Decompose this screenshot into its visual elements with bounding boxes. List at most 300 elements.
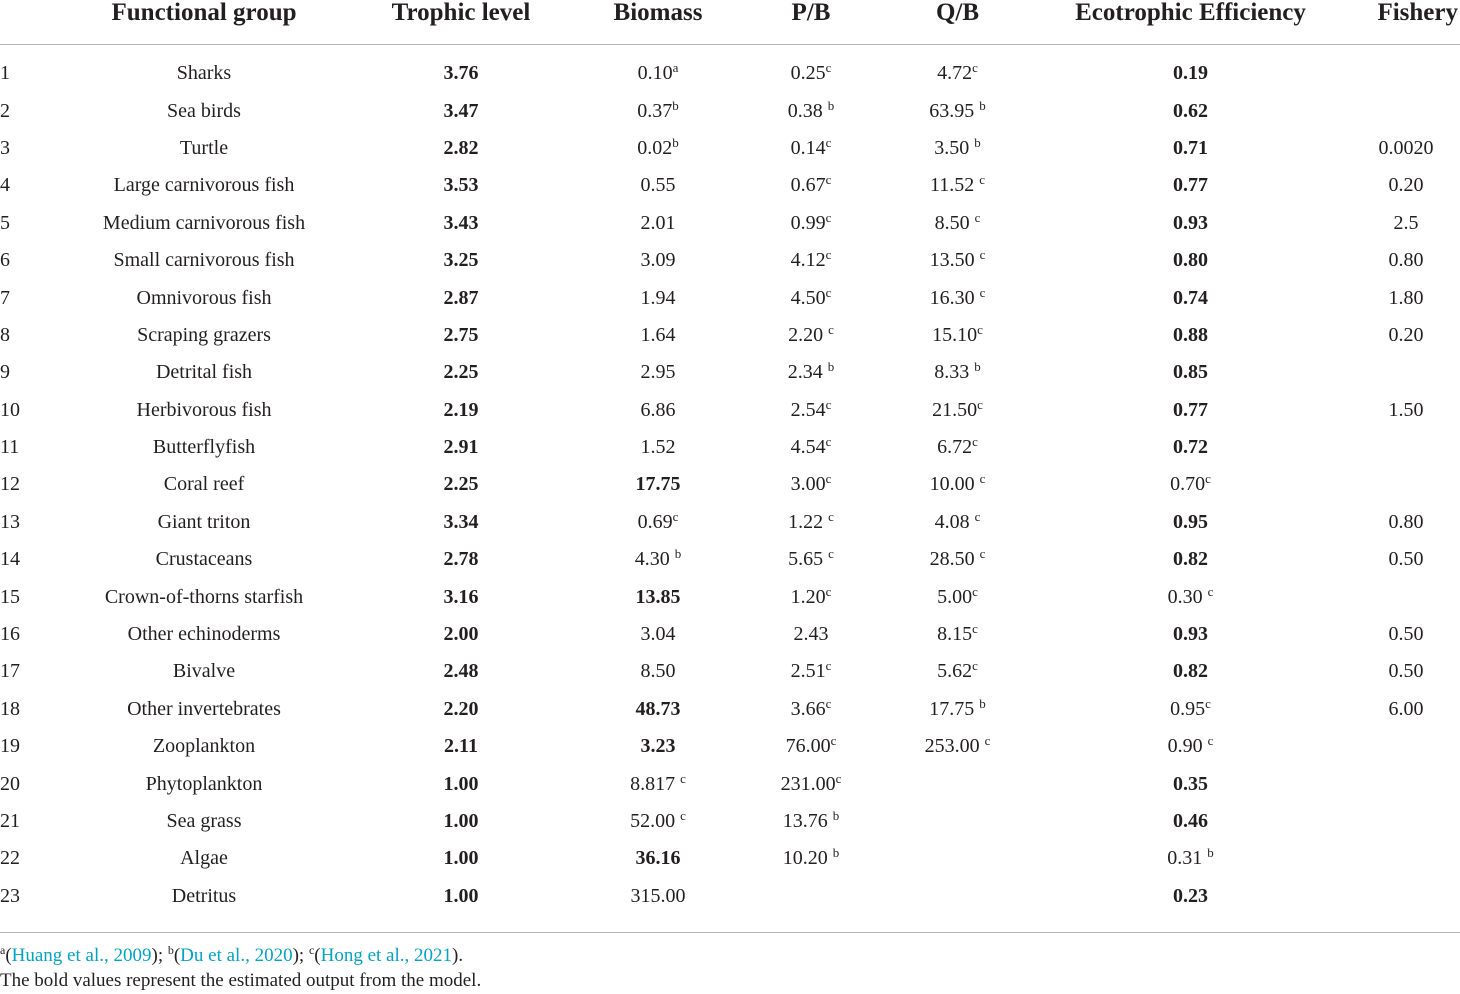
cell-functional-group xyxy=(66,392,342,429)
cell-pb xyxy=(736,317,886,354)
cell-biomass-value: 0.02 xyxy=(637,136,673,159)
cell-ecotrophic-efficiency-value: 0.74 xyxy=(1173,286,1208,309)
cell-index-value: 14 xyxy=(0,548,20,571)
cell-trophic-level-value: 2.48 xyxy=(443,660,479,683)
cell-index xyxy=(0,92,66,129)
cell-qb xyxy=(886,242,1029,279)
cell-index-value: 7 xyxy=(0,286,10,309)
cell-functional-group-value: Large carnivorous fish xyxy=(113,174,295,197)
cell-fishery xyxy=(1352,466,1460,503)
cell-qb-value: 21.50 xyxy=(932,398,978,421)
cell-fishery-value: 0.80 xyxy=(1388,249,1424,272)
cell-pb-footnote-mark: c xyxy=(825,60,832,76)
cell-qb-footnote-mark: c xyxy=(977,321,983,337)
cell-trophic-level xyxy=(342,728,580,765)
cell-biomass xyxy=(580,354,736,391)
cell-trophic-level-value: 2.25 xyxy=(443,361,479,384)
cell-fishery-value: 1.80 xyxy=(1388,286,1424,309)
cell-index xyxy=(0,578,66,615)
cell-ecotrophic-efficiency-footnote-mark: c xyxy=(1205,695,1211,711)
cell-pb xyxy=(736,616,886,653)
cell-ecotrophic-efficiency-value: 0.95 xyxy=(1170,697,1206,720)
cell-index-value: 23 xyxy=(0,884,20,907)
cell-ecotrophic-efficiency-value: 0.80 xyxy=(1173,249,1208,272)
cell-functional-group-value: Turtle xyxy=(179,136,229,159)
table-row xyxy=(0,130,1460,167)
table-row xyxy=(0,840,1460,877)
cell-ecotrophic-efficiency-value: 0.62 xyxy=(1173,99,1208,122)
cell-qb-value: 4.08 xyxy=(934,510,975,533)
cell-functional-group-value: Algae xyxy=(180,847,228,870)
cell-trophic-level xyxy=(342,691,580,728)
cell-pb-footnote-mark: c xyxy=(828,546,834,562)
ref-link-huang-2009[interactable]: Huang et al., 2009 xyxy=(11,945,152,966)
bold-values-note: The bold values represent the estimated output from the model. xyxy=(0,970,482,991)
cell-index-value: 15 xyxy=(0,585,20,608)
cell-qb xyxy=(886,354,1029,391)
cell-qb xyxy=(886,392,1029,429)
cell-qb-value: 5.62 xyxy=(937,660,973,683)
cell-qb-footnote-mark: c xyxy=(972,434,978,450)
cell-functional-group-value: Other invertebrates xyxy=(127,697,281,720)
cell-qb-value: 253.00 xyxy=(924,735,985,758)
cell-functional-group-value: Coral reef xyxy=(163,473,245,496)
cell-trophic-level xyxy=(342,130,580,167)
cell-qb xyxy=(886,728,1029,765)
cell-functional-group xyxy=(66,878,342,915)
cell-biomass xyxy=(580,130,736,167)
cell-pb-value: 2.43 xyxy=(793,623,829,646)
cell-index-value: 5 xyxy=(0,211,10,234)
cell-fishery-value: 2.5 xyxy=(1393,211,1419,234)
cell-functional-group xyxy=(66,279,342,316)
cell-ecotrophic-efficiency-value: 0.46 xyxy=(1173,810,1208,832)
cell-ecotrophic-efficiency-value: 0.35 xyxy=(1173,772,1208,795)
cell-qb xyxy=(886,167,1029,204)
cell-index xyxy=(0,840,66,877)
cell-trophic-level-value: 2.11 xyxy=(444,735,478,758)
cell-qb-value: 8.33 xyxy=(934,361,975,384)
cell-ecotrophic-efficiency xyxy=(1029,541,1352,578)
cell-qb-footnote-mark: c xyxy=(979,546,986,562)
cell-fishery xyxy=(1352,541,1460,578)
ref-mark-a: a xyxy=(0,943,6,957)
cell-fishery-value: 0.0020 xyxy=(1378,136,1434,159)
cell-trophic-level-value: 1.00 xyxy=(443,772,479,795)
cell-functional-group-value: Giant triton xyxy=(157,510,251,533)
cell-qb-footnote-mark: c xyxy=(977,396,983,412)
cell-pb-footnote-mark: b xyxy=(827,359,835,375)
cell-qb-footnote-mark: c xyxy=(974,209,981,225)
cell-biomass xyxy=(580,167,736,204)
table-row xyxy=(0,242,1460,279)
cell-functional-group xyxy=(66,466,342,503)
cell-ecotrophic-efficiency xyxy=(1029,616,1352,653)
cell-ecotrophic-efficiency-value: 0.93 xyxy=(1173,623,1208,646)
cell-index xyxy=(0,279,66,316)
cell-functional-group xyxy=(66,541,342,578)
cell-biomass-value: 1.94 xyxy=(640,286,676,309)
cell-ecotrophic-efficiency-value: 0.72 xyxy=(1173,436,1208,459)
cell-ecotrophic-efficiency xyxy=(1029,765,1352,802)
table-row xyxy=(0,541,1460,578)
cell-ecotrophic-efficiency xyxy=(1029,578,1352,615)
cell-pb-footnote-mark: b xyxy=(832,845,840,861)
cell-pb-value: 4.54 xyxy=(790,436,826,459)
cell-functional-group xyxy=(66,616,342,653)
cell-ecotrophic-efficiency xyxy=(1029,92,1352,129)
cell-index xyxy=(0,429,66,466)
cell-index-value: 8 xyxy=(0,323,10,346)
cell-trophic-level-value: 2.87 xyxy=(443,286,479,309)
cell-qb-value: 3.50 xyxy=(934,136,975,159)
cell-fishery xyxy=(1352,728,1460,765)
cell-ecotrophic-efficiency xyxy=(1029,317,1352,354)
cell-biomass xyxy=(580,205,736,242)
cell-qb-value: 5.00 xyxy=(937,585,973,608)
cell-qb-footnote-mark: c xyxy=(979,172,986,188)
cell-fishery xyxy=(1352,429,1460,466)
cell-functional-group xyxy=(66,504,342,541)
cell-biomass-value: 1.52 xyxy=(640,436,676,459)
col-header-index xyxy=(0,0,66,45)
cell-fishery-value: 0.80 xyxy=(1388,510,1424,533)
col-header-biomass: Biomass xyxy=(580,0,736,45)
ref-link-hong-2021[interactable]: Hong et al., 2021 xyxy=(320,945,452,966)
cell-fishery-value: 0.50 xyxy=(1388,548,1424,571)
table-footnotes xyxy=(0,932,1460,993)
cell-index xyxy=(0,878,66,915)
cell-ecotrophic-efficiency-value: 0.71 xyxy=(1173,136,1208,159)
cell-trophic-level-value: 2.75 xyxy=(443,323,479,346)
cell-ecotrophic-efficiency-footnote-mark: c xyxy=(1207,733,1214,749)
cell-index xyxy=(0,504,66,541)
cell-pb-footnote-mark: c xyxy=(825,658,832,674)
cell-trophic-level xyxy=(342,242,580,279)
cell-biomass xyxy=(580,803,736,840)
cell-pb-footnote-mark: c xyxy=(825,396,832,412)
cell-ecotrophic-efficiency-value: 0.90 xyxy=(1167,735,1208,758)
cell-trophic-level xyxy=(342,167,580,204)
cell-functional-group xyxy=(66,653,342,690)
ref-separator: . xyxy=(458,945,464,966)
cell-biomass-value: 52.00 xyxy=(630,810,681,832)
cell-functional-group-value: Omnivorous fish xyxy=(136,286,272,309)
cell-biomass-value: 48.73 xyxy=(635,697,681,720)
cell-trophic-level-value: 3.34 xyxy=(443,510,479,533)
cell-pb xyxy=(736,45,886,93)
cell-qb xyxy=(886,45,1029,93)
cell-qb-footnote-mark: b xyxy=(979,97,986,113)
cell-qb-footnote-mark: c xyxy=(979,471,986,487)
cell-trophic-level xyxy=(342,354,580,391)
cell-functional-group xyxy=(66,130,342,167)
cell-functional-group-value: Sea grass xyxy=(166,810,242,832)
ref-mark-b: b xyxy=(167,943,174,957)
cell-pb xyxy=(736,167,886,204)
cell-pb-footnote-mark: b xyxy=(827,97,835,113)
cell-qb xyxy=(886,504,1029,541)
cell-index-value: 21 xyxy=(0,810,20,832)
table-row xyxy=(0,466,1460,503)
table-row xyxy=(0,354,1460,391)
reference-footnote: $^a$(Huang et al., 2009); $^b$(Du et al., 2020); $^c$(Hong et al., 2021). xyxy=(0,943,464,966)
cell-functional-group-value: Detrital fish xyxy=(155,361,253,384)
cell-trophic-level xyxy=(342,45,580,93)
cell-index-value: 11 xyxy=(0,436,20,459)
cell-index xyxy=(0,317,66,354)
table-row xyxy=(0,45,1460,93)
cell-pb-value: 3.66 xyxy=(790,697,826,720)
table-row xyxy=(0,317,1460,354)
cell-pb-value: 1.20 xyxy=(790,585,826,608)
cell-ecotrophic-efficiency xyxy=(1029,167,1352,204)
cell-qb xyxy=(886,466,1029,503)
cell-biomass-value: 8.50 xyxy=(640,660,676,683)
cell-biomass xyxy=(580,279,736,316)
cell-trophic-level-value: 2.82 xyxy=(443,136,479,159)
cell-pb xyxy=(736,578,886,615)
cell-trophic-level xyxy=(342,840,580,877)
cell-fishery-value: 0.20 xyxy=(1388,174,1424,197)
cell-functional-group xyxy=(66,45,342,93)
cell-functional-group-value: Phytoplankton xyxy=(145,772,263,795)
cell-pb xyxy=(736,840,886,877)
cell-trophic-level-value: 2.91 xyxy=(443,436,479,459)
cell-pb-value: 231.00 xyxy=(780,772,836,795)
cell-pb xyxy=(736,242,886,279)
cell-qb-value: 10.00 xyxy=(929,473,980,496)
cell-biomass-footnote-mark: a xyxy=(672,60,679,76)
cell-qb-value: 8.50 xyxy=(934,211,975,234)
cell-trophic-level-value: 3.53 xyxy=(443,174,479,197)
cell-functional-group-value: Detritus xyxy=(171,884,237,907)
cell-qb xyxy=(886,130,1029,167)
table-row xyxy=(0,167,1460,204)
cell-trophic-level xyxy=(342,429,580,466)
cell-functional-group xyxy=(66,578,342,615)
cell-index-value: 12 xyxy=(0,473,20,496)
cell-biomass-value: 0.55 xyxy=(640,174,676,197)
cell-functional-group xyxy=(66,317,342,354)
cell-ecotrophic-efficiency xyxy=(1029,392,1352,429)
cell-ecotrophic-efficiency xyxy=(1029,279,1352,316)
cell-qb-value: 13.50 xyxy=(929,249,980,272)
cell-trophic-level-value: 2.19 xyxy=(443,398,479,421)
cell-trophic-level-value: 3.25 xyxy=(443,249,479,272)
cell-ecotrophic-efficiency-value: 0.82 xyxy=(1173,660,1208,683)
cell-fishery xyxy=(1352,765,1460,802)
cell-biomass-value: 0.69 xyxy=(637,510,673,533)
cell-biomass xyxy=(580,92,736,129)
cell-ecotrophic-efficiency-value: 0.23 xyxy=(1173,884,1208,907)
cell-pb-footnote-mark: b xyxy=(832,808,840,823)
cell-qb xyxy=(886,803,1029,840)
cell-index-value: 9 xyxy=(0,361,10,384)
cell-trophic-level xyxy=(342,392,580,429)
header-row xyxy=(0,0,1460,45)
cell-trophic-level xyxy=(342,504,580,541)
cell-biomass-value: 3.09 xyxy=(640,249,676,272)
cell-biomass xyxy=(580,578,736,615)
cell-qb-value: 15.10 xyxy=(932,323,978,346)
cell-index-value: 16 xyxy=(0,623,20,646)
ref-separator: ; xyxy=(157,945,168,966)
cell-functional-group xyxy=(66,167,342,204)
cell-qb-footnote-mark: c xyxy=(972,60,978,76)
cell-ecotrophic-efficiency-value: 0.85 xyxy=(1173,361,1208,384)
cell-functional-group-value: Medium carnivorous fish xyxy=(102,211,306,234)
cell-biomass-value: 2.01 xyxy=(640,211,676,234)
cell-index xyxy=(0,392,66,429)
cell-fishery xyxy=(1352,130,1460,167)
cell-fishery-value: 6.00 xyxy=(1388,697,1424,720)
cell-biomass xyxy=(580,616,736,653)
cell-biomass-value: 315.00 xyxy=(630,884,686,907)
cell-pb-footnote-mark: c xyxy=(825,284,832,300)
cell-index xyxy=(0,466,66,503)
cell-biomass xyxy=(580,504,736,541)
cell-pb-value: 4.50 xyxy=(790,286,826,309)
cell-qb-footnote-mark: c xyxy=(972,658,978,674)
cell-biomass xyxy=(580,466,736,503)
cell-pb-value: 5.65 xyxy=(788,548,829,571)
table-row xyxy=(0,616,1460,653)
cell-fishery xyxy=(1352,691,1460,728)
cell-pb-footnote-mark: c xyxy=(825,209,832,225)
cell-trophic-level xyxy=(342,279,580,316)
cell-ecotrophic-efficiency xyxy=(1029,466,1352,503)
cell-biomass xyxy=(580,765,736,802)
cell-index xyxy=(0,653,66,690)
cell-fishery xyxy=(1352,317,1460,354)
cell-biomass-footnote-mark: b xyxy=(672,97,679,113)
cell-biomass xyxy=(580,392,736,429)
cell-fishery xyxy=(1352,167,1460,204)
cell-functional-group-value: Crown-of-thorns starfish xyxy=(104,585,304,608)
cell-pb xyxy=(736,653,886,690)
cell-fishery xyxy=(1352,242,1460,279)
cell-ecotrophic-efficiency-footnote-mark: c xyxy=(1205,471,1211,487)
cell-pb-value: 13.76 xyxy=(782,810,833,832)
cell-pb xyxy=(736,279,886,316)
cell-pb-value: 0.67 xyxy=(790,174,826,197)
cell-pb xyxy=(736,205,886,242)
cell-index-value: 22 xyxy=(0,847,20,870)
cell-index xyxy=(0,728,66,765)
cell-functional-group xyxy=(66,840,342,877)
cell-index xyxy=(0,765,66,802)
cell-index-value: 1 xyxy=(0,62,10,85)
cell-functional-group-value: Bivalve xyxy=(172,660,236,683)
cell-trophic-level xyxy=(342,205,580,242)
table-row xyxy=(0,92,1460,129)
cell-trophic-level xyxy=(342,466,580,503)
cell-pb xyxy=(736,354,886,391)
cell-qb xyxy=(886,578,1029,615)
cell-index-value: 20 xyxy=(0,772,20,795)
cell-trophic-level-value: 2.78 xyxy=(443,548,479,571)
cell-biomass-value: 13.85 xyxy=(635,585,681,608)
cell-biomass xyxy=(580,840,736,877)
cell-trophic-level-value: 3.76 xyxy=(443,62,479,85)
cell-index-value: 18 xyxy=(0,697,20,720)
table-row xyxy=(0,392,1460,429)
cell-trophic-level-value: 2.20 xyxy=(443,697,479,720)
cell-qb xyxy=(886,653,1029,690)
cell-qb-footnote-mark: b xyxy=(974,359,981,375)
cell-pb xyxy=(736,466,886,503)
cell-trophic-level xyxy=(342,803,580,840)
cell-pb-footnote-mark: c xyxy=(825,695,832,711)
cell-trophic-level-value: 3.47 xyxy=(443,99,479,122)
cell-qb xyxy=(886,616,1029,653)
ref-link-du-2020[interactable]: Du et al., 2020 xyxy=(180,945,293,966)
cell-ecotrophic-efficiency-value: 0.30 xyxy=(1167,585,1208,608)
table-row xyxy=(0,205,1460,242)
cell-pb-footnote-mark: c xyxy=(825,172,832,188)
cell-ecotrophic-efficiency xyxy=(1029,130,1352,167)
cell-fishery xyxy=(1352,392,1460,429)
cell-biomass-value: 0.37 xyxy=(637,99,673,122)
cell-qb xyxy=(886,205,1029,242)
col-header-ecotrophic-efficiency: Ecotrophic Efficiency xyxy=(1029,0,1352,45)
cell-pb-value: 2.51 xyxy=(790,660,826,683)
cell-biomass xyxy=(580,45,736,93)
cell-qb-value: 17.75 xyxy=(929,697,980,720)
cell-pb-footnote-mark: c xyxy=(825,134,832,150)
cell-biomass-footnote-mark: c xyxy=(680,808,686,823)
cell-functional-group-value: Other echinoderms xyxy=(127,623,281,646)
cell-fishery xyxy=(1352,840,1460,877)
cell-qb-footnote-mark: c xyxy=(972,621,978,637)
cell-functional-group-value: Sea birds xyxy=(167,99,241,122)
cell-biomass-value: 17.75 xyxy=(635,473,681,496)
cell-ecotrophic-efficiency xyxy=(1029,242,1352,279)
cell-ecotrophic-efficiency-value: 0.77 xyxy=(1173,398,1208,421)
cell-qb-value: 6.72 xyxy=(937,436,973,459)
cell-fishery xyxy=(1352,279,1460,316)
cell-functional-group xyxy=(66,242,342,279)
cell-functional-group-value: Sharks xyxy=(176,62,232,85)
cell-trophic-level-value: 1.00 xyxy=(443,847,479,870)
cell-pb xyxy=(736,392,886,429)
cell-index xyxy=(0,691,66,728)
ref-mark-c: c xyxy=(308,943,315,957)
table-row xyxy=(0,765,1460,802)
cell-index-value: 4 xyxy=(0,174,10,197)
cell-index-value: 2 xyxy=(0,99,10,122)
cell-biomass xyxy=(580,242,736,279)
cell-pb-value: 0.14 xyxy=(790,136,826,159)
cell-pb-footnote-mark: c xyxy=(825,471,832,487)
cell-index xyxy=(0,205,66,242)
cell-trophic-level-value: 1.00 xyxy=(443,810,479,832)
cell-trophic-level-value: 2.25 xyxy=(443,473,479,496)
cell-qb xyxy=(886,429,1029,466)
cell-qb xyxy=(886,840,1029,877)
cell-pb-footnote-mark: c xyxy=(835,770,842,786)
cell-trophic-level xyxy=(342,616,580,653)
table-row xyxy=(0,279,1460,316)
cell-index xyxy=(0,616,66,653)
cell-fishery xyxy=(1352,354,1460,391)
cell-index-value: 3 xyxy=(0,136,10,159)
cell-trophic-level xyxy=(342,317,580,354)
cell-index xyxy=(0,45,66,93)
col-header-pb: P/B xyxy=(736,0,886,45)
cell-functional-group xyxy=(66,205,342,242)
